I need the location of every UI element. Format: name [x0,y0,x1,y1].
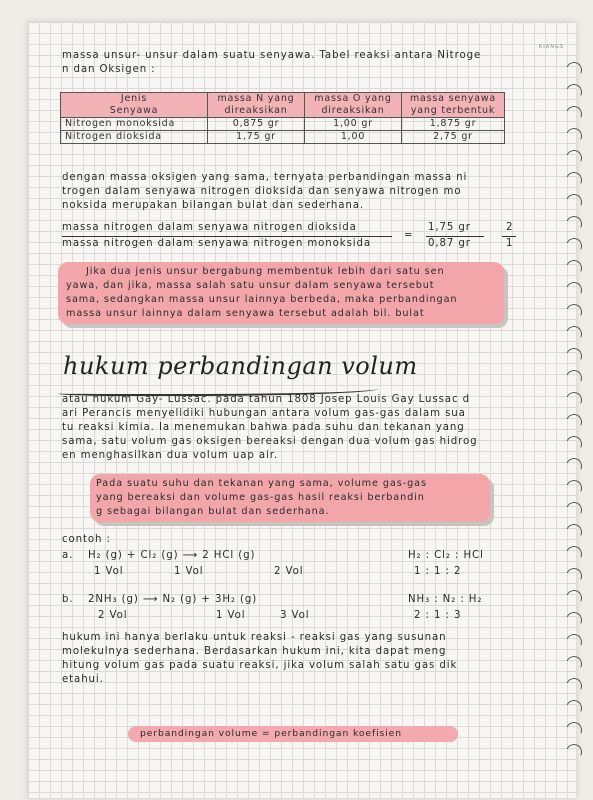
intro-line-1: massa unsur- unsur dalam suatu senyawa. Tabel reaksi antara Nitroge [62,50,482,61]
example-b-ratio-values: 2 : 1 : 3 [414,610,462,621]
para3-line: molekulnya sederhana. Berdasarkan hukum ini, kita dapat meng [62,646,447,657]
value-bar [426,236,484,237]
final-formula: perbandingan volume = perbandingan koefisien [140,728,402,739]
ratio-bar [502,236,516,237]
para1-line: dengan massa oksigen yang sama, ternyata perbandingan massa ni [62,172,468,183]
table-header: Jenis Senyawa [61,93,208,118]
note1-line: Jika dua jenis unsur bergabung membentuk lebih dari satu sen [86,266,445,277]
table-header: massa N yang direaksikan [208,93,305,118]
examples-label: contoh : [62,534,111,545]
table-cell: 1,875 gr [402,118,505,131]
table-row [61,118,505,131]
table-cell: 1,75 gr [208,131,305,144]
fraction-den-value: 0,87 gr [428,238,471,249]
example-b-label: b. [62,594,74,605]
notebook-page [28,22,576,798]
example-a-vol: 1 Vol [94,566,124,577]
para2-line: en menghasilkan dua volum uap air. [62,450,279,461]
table-header: massa senyawa yang terbentuk [402,93,505,118]
para2-line: tu reaksi kimia. Ia menemukan bahwa pada suhu dan tekanan yang [62,422,465,433]
section-heading: hukum perbandingan volum [63,352,418,380]
note2-line: Pada suatu suhu dan tekanan yang sama, volume gas-gas [96,478,427,489]
example-b-vol: 2 Vol [98,610,128,621]
table-cell: 0,875 gr [208,118,305,131]
example-b-vol: 1 Vol [216,610,246,621]
example-a-vol: 1 Vol [174,566,204,577]
reaction-table [60,92,505,144]
fraction-numerator: massa nitrogen dalam senyawa nitrogen dioksida [62,222,357,233]
example-a-vol: 2 Vol [274,566,304,577]
para2-line: sama, satu volum gas oksigen bereaksi dengan dua volum gas hidrog [62,436,478,447]
para2-line: atau hukum Gay- Lussac. pada tahun 1808 Josep Louis Gay Lussac d [62,394,470,405]
note2-line: yang bereaksi dan volume gas-gas hasil reaksi berbandin [96,492,425,503]
note1-line: sama, sedangkan massa unsur lainnya berbeda, maka perbandingan [66,294,458,305]
fraction-num-value: 1,75 gr [428,222,471,233]
example-a-label: a. [62,550,74,561]
brand-mark: KIANGS [539,44,564,50]
example-b-equation: 2NH₃ (g) ⟶ N₂ (g) + 3H₂ (g) [88,594,258,605]
para3-line: hitung volum gas pada suatu reaksi, jika volum salah satu gas dik [62,660,458,671]
example-a-ratio-values: 1 : 1 : 2 [414,566,462,577]
table-cell: 1,00 [305,131,402,144]
table-cell: 1,00 gr [305,118,402,131]
table-cell: 2,75 gr [402,131,505,144]
para1-line: noksida merupakan bilangan bulat dan sederhana. [62,200,365,211]
table-cell: Nitrogen dioksida [61,131,208,144]
para1-line: trogen dalam senyawa nitrogen dioksida dan senyawa nitrogen mo [62,186,462,197]
spiral-rings [562,62,582,782]
example-a-equation: H₂ (g) + Cl₂ (g) ⟶ 2 HCl (g) [88,550,256,561]
equals-sign: = [404,230,414,241]
table-cell: Nitrogen monoksida [61,118,208,131]
intro-line-2: n dan Oksigen : [62,64,156,75]
para3-line: etahui. [62,674,104,685]
fraction-denominator: massa nitrogen dalam senyawa nitrogen monoksida [62,238,372,249]
table-row [61,131,505,144]
example-a-ratio-species: H₂ : Cl₂ : HCl [408,550,484,561]
example-b-ratio-species: NH₃ : N₂ : H₂ [408,594,483,605]
table-header-row [61,93,505,118]
table-header: massa O yang direaksikan [305,93,402,118]
ratio-den: 1 [506,238,514,249]
example-b-vol: 3 Vol [280,610,310,621]
para2-line: ari Perancis menyelidiki hubungan antara volum gas-gas dalam sua [62,408,466,419]
note2-line: g sebagai bilangan bulat dan sederhana. [96,506,330,517]
note1-line: yawa, dan jika, massa salah satu unsur dalam senyawa tersebut [66,280,435,291]
fraction-bar [62,236,392,237]
para3-line: hukum ini hanya berlaku untuk reaksi - reaksi gas yang susunan [62,632,447,643]
note1-line: massa unsur lainnya dalam senyawa tersebut adalah bil. bulat [66,308,425,319]
ratio-num: 2 [506,222,514,233]
